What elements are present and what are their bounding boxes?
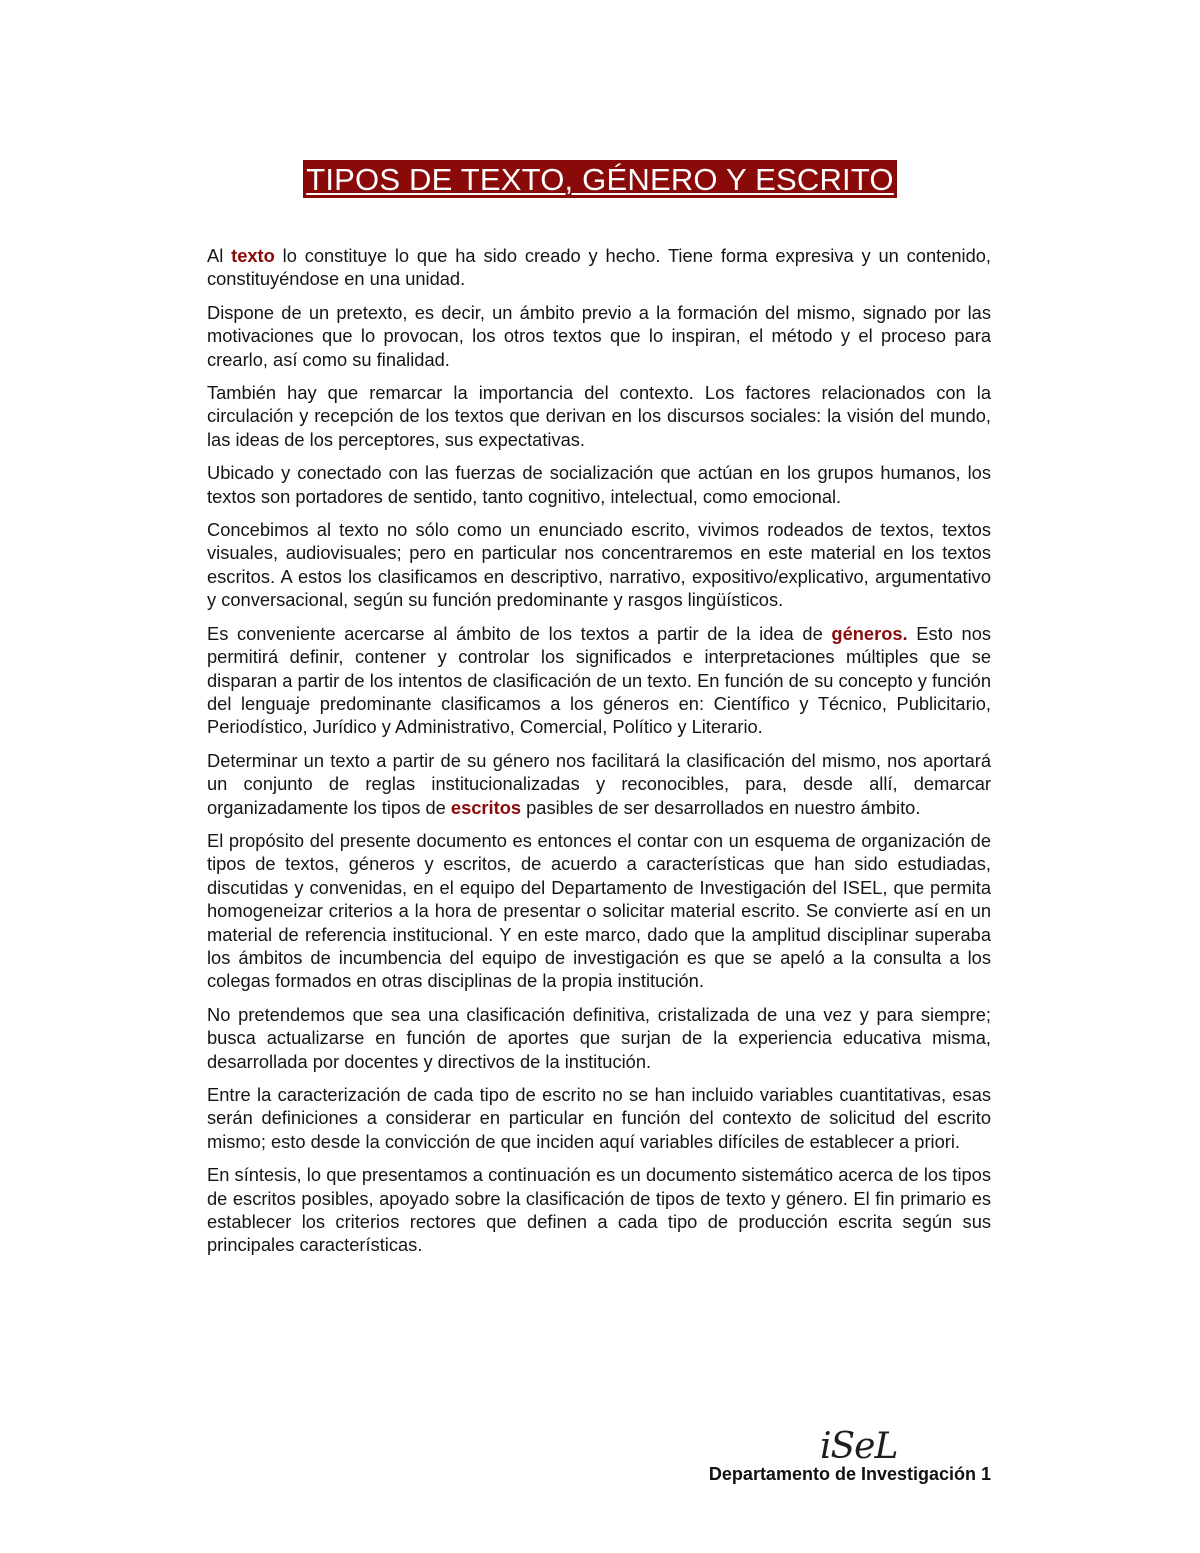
paragraph-10: Entre la caracterización de cada tipo de escrito no se han incluido variables cuantitativas, esas serán definiciones a considerar en particular en función del contexto de solicitud del escrito mismo; esto desde la convicción de que inciden aquí variables difíciles de establecer a priori.	[207, 1084, 991, 1152]
paragraph-7-after: pasibles de ser desarrollados en nuestro ámbito.	[521, 796, 921, 818]
paragraph-1	[207, 244, 991, 291]
paragraph-9: No pretendemos que sea una clasificación definitiva, cristalizada de una vez y para siempre; busca actualizarse en función de aportes que surjan de la experiencia educativa misma, desarrollada por docentes y directivos de la institución.	[207, 1003, 991, 1072]
paragraph-7	[207, 749, 991, 819]
paragraph-1-after: lo constituye lo que ha sido creado y hecho. Tiene forma expresiva y un contenido, constituyéndose en una unidad.	[207, 245, 992, 290]
body-text	[207, 244, 991, 1267]
paragraph-3: También hay que remarcar la importancia del contexto. Los factores relacionados con la circulación y recepción de los textos que derivan en los discursos sociales: la visión del mundo, las ideas de los perceptores, sus expectativas.	[207, 382, 991, 450]
paragraph-1-before: Al	[207, 245, 232, 266]
paragraph-11: En síntesis, lo que presentamos a continuación es un documento sistemático acerca de los tipos de escritos posibles, apoyado sobre la clasificación de tipos de texto y género. El fin primario es establecer los criterios rectores que definen a cada tipo de producción escrita según sus principales características.	[207, 1164, 991, 1256]
keyword-escritos: escritos	[450, 796, 522, 818]
paragraph-8: El propósito del presente documento es entonces el contar con un esquema de organización de tipos de textos, géneros y escritos, de acuerdo a características que han sido estudiadas, discutidas y convenidas, en el equipo del Departamento de Investigación del ISEL, que permita homogeneizar criterios a la hora de presentar o solicitar material escrito. Se convierte así en un material de referencia institucional. Y en este marco, dado que la amplitud disciplinar superaba los ámbitos de incumbencia del equipo de investigación es que se apeló a la consulta a los colegas formados en otras disciplinas de la propia institución.	[207, 829, 991, 992]
keyword-generos: géneros.	[831, 622, 908, 644]
paragraph-6-after: Esto nos permitirá definir, contener y controlar los significados e interpretaciones múltiples que se disparan a partir de los intentos de clasificación de un texto. En función de su concepto y función del lenguaje predominante clasificamos a los géneros en: Científico y Técnico, Publicitario, Periodístico, Jurídico y Administrativo, Comercial, Político y Literario.	[207, 622, 992, 738]
page-title: TIPOS DE TEXTO, GÉNERO Y ESCRITO	[303, 160, 897, 198]
paragraph-6	[207, 622, 991, 739]
paragraph-4: Ubicado y conectado con las fuerzas de socialización que actúan en los grupos humanos, los textos son portadores de sentido, tanto cognitivo, intelectual, como emocional.	[207, 462, 991, 507]
title-container	[0, 160, 1200, 198]
page-footer: Departamento de Investigación 1	[708, 1464, 991, 1484]
paragraph-2: Dispone de un pretexto, es decir, un ámbito previo a la formación del mismo, signado por las motivaciones que lo provocan, los otros textos que lo inspiran, el método y el proceso para crearlo, así como su finalidad.	[207, 301, 991, 370]
paragraph-7-before: Determinar un texto a partir de su género nos facilitará la clasificación del mismo, nos aportará un conjunto de reglas institucionalizadas y reconocibles, para, desde allí, demarcar organizadamente los tipos de	[207, 749, 991, 818]
isel-logo: iSeL	[820, 1426, 898, 1467]
paragraph-6-before: Es conveniente acercarse al ámbito de los textos a partir de la idea de	[207, 622, 832, 644]
paragraph-5: Concebimos al texto no sólo como un enunciado escrito, vivimos rodeados de textos, textos visuales, audiovisuales; pero en particular nos concentraremos en este material en los textos escritos. A estos los clasificamos en descriptivo, narrativo, expositivo/explicativo, argumentativo y conversacional, según su función predominante y rasgos lingüísticos.	[207, 519, 991, 611]
keyword-texto: texto	[231, 245, 275, 266]
